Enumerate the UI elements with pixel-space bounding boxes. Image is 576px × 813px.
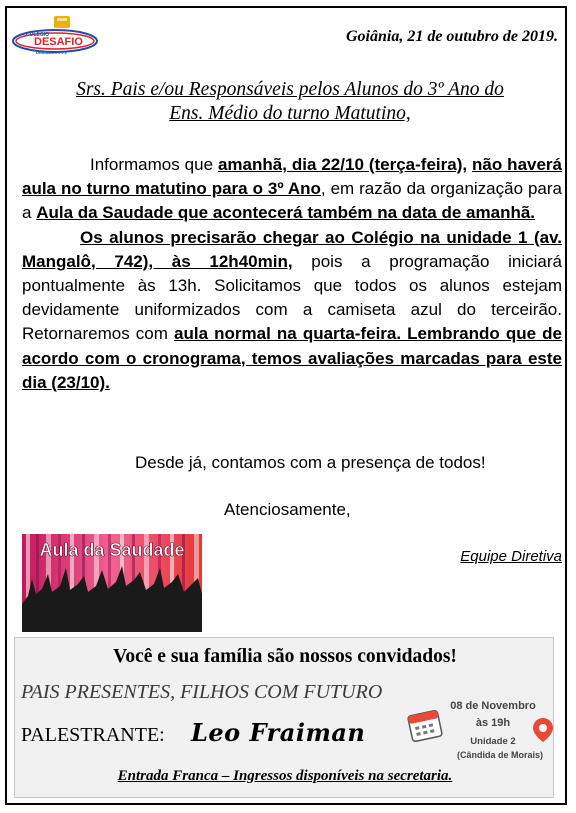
- p2-text: pois a programação iniciará pontualmente às 13h. Solicitamos que todos os alunos estejam devidamente uniformizados com a camiseta azul do terceirão. Retornaremos com: [22, 251, 562, 344]
- event-info: [407, 698, 553, 768]
- title-line-2: Ens. Médio do turno Matutino,: [169, 103, 411, 124]
- closing-presence: Desde já, contamos com a presença de todos!: [135, 453, 486, 472]
- invitation-footer: Entrada Franca – Ingressos disponíveis na secretaria.: [117, 768, 453, 784]
- p2-highlight-return: aula normal na quarta-feira. Lembrando que de acordo com o cronograma, temos avaliações marcadas para este dia (23/10).: [22, 324, 562, 392]
- title-line-1: Srs. Pais e/ou Responsáveis pelos Alunos do 3º Ano do: [76, 79, 504, 100]
- aula-da-saudade-banner: [22, 534, 202, 632]
- invitation-slogan: PAIS PRESENTES, FILHOS COM FUTURO: [21, 681, 383, 703]
- closing-regards: Atenciosamente,: [224, 500, 351, 519]
- event-date: 08 de Novembro: [450, 700, 536, 712]
- letter-body: [22, 153, 562, 395]
- p1-highlight-date: amanhã, dia 22/10 (terça-feira),: [217, 155, 468, 174]
- p1-text-reason: , em razão da organização para a: [22, 179, 562, 223]
- p1-highlight-event: Aula da Saudade que acontecerá também na data de amanhã.: [36, 203, 536, 223]
- speaker-label: PALESTRANTE:: [21, 724, 165, 746]
- logo-main-text: DESAFIO: [34, 36, 83, 48]
- speaker-name: Leo Fraiman: [191, 718, 366, 747]
- letter-title: [20, 78, 560, 126]
- school-logo: [12, 16, 98, 56]
- location-pin-icon: [533, 718, 553, 742]
- p1-text: Informamos que: [90, 155, 218, 174]
- logo-top-text: COLÉGIO: [26, 32, 50, 38]
- event-unit: Unidade 2: [470, 736, 516, 747]
- document-date: Goiânia, 21 de outubro de 2019.: [345, 28, 558, 45]
- p1-highlight-no-class: não haverá aula no turno matutino para o 3º Ano: [22, 155, 562, 199]
- invitation-title: Você e sua família são nossos convidados!: [113, 646, 457, 667]
- banner-text: Aula da Saudade: [39, 540, 185, 560]
- paragraph-1: [22, 153, 562, 226]
- event-time: às 19h: [475, 717, 511, 729]
- event-place: (Cândida de Morais): [456, 750, 543, 760]
- paragraph-2: [22, 226, 562, 395]
- invitation-box: [14, 637, 554, 798]
- calendar-icon: [407, 706, 443, 742]
- p2-highlight-arrival: Os alunos precisarão chegar ao Colégio na unidade 1 (av. Mangalô, 742), às 12h40min,: [22, 227, 562, 271]
- logo-sub-text: UNIDADES 1 e 2: [36, 50, 67, 55]
- team-signature: Equipe Diretiva: [460, 548, 562, 565]
